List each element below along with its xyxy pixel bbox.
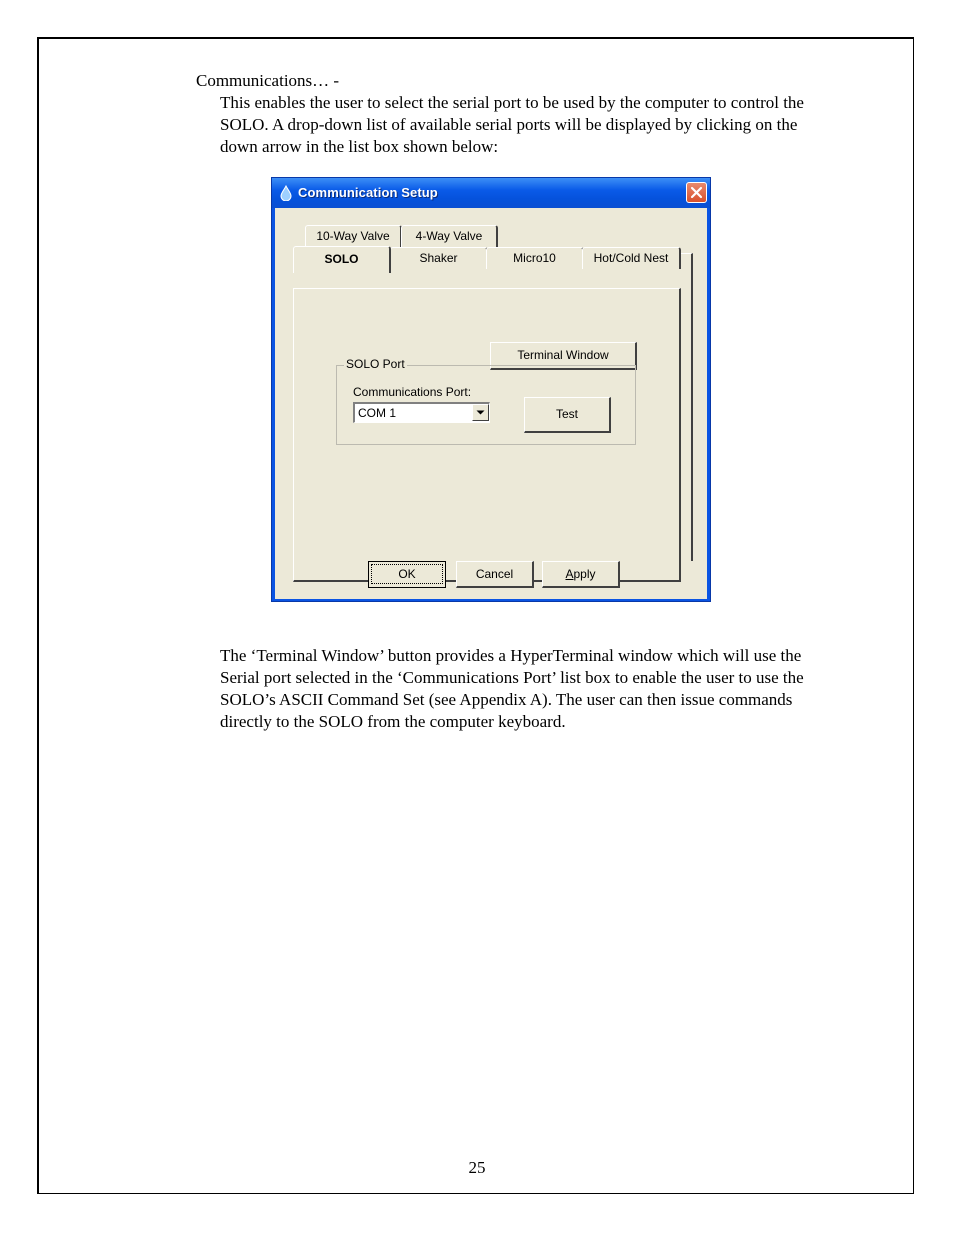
terminal-window-button[interactable]: Terminal Window — [490, 342, 637, 370]
tab-10-way-valve[interactable] — [305, 225, 402, 247]
tab-label: Micro10 — [513, 251, 556, 265]
close-icon — [687, 183, 706, 202]
tab-solo[interactable] — [293, 246, 391, 273]
tab-label: 4-Way Valve — [415, 229, 483, 243]
terminal-window-paragraph: The ‘Terminal Window’ button provides a HyperTerminal window which will use the Serial port selected in the ‘Communications Port’ list box to enable the user to use the SOLO’s ASCII Command Set (see Appendix A). The user can then issue commands directly to the SOLO from the computer keyboard. — [220, 646, 804, 731]
tab-label: 10-Way Valve — [316, 229, 390, 243]
selected-port: COM 1 — [358, 406, 397, 420]
intro-paragraph: This enables the user to select the serial port to be used by the computer to control the SOLO. A drop-down list of available serial ports will be displayed by clicking on the down arrow in the list box shown below: — [220, 93, 804, 156]
chevron-down-icon — [473, 405, 488, 420]
close-button[interactable] — [686, 182, 707, 203]
tab-micro10[interactable] — [486, 247, 584, 269]
communications-port-select[interactable] — [353, 402, 490, 423]
dialog-titlebar — [272, 178, 710, 208]
ok-button[interactable] — [368, 561, 446, 588]
tab-label: Shaker — [419, 251, 458, 265]
tab-label: SOLO — [324, 252, 359, 266]
tab-4-way-valve[interactable] — [401, 225, 498, 247]
section-heading: Communications… - — [196, 71, 340, 90]
dropdown-arrow-button[interactable] — [472, 404, 489, 421]
solo-port-group-label: SOLO Port — [346, 357, 405, 371]
communications-port-label: Communications Port: — [353, 385, 472, 399]
solo-tab-panel — [293, 288, 681, 582]
dialog-client-area — [275, 208, 707, 599]
page-number: 25 — [468, 1158, 486, 1177]
test-button[interactable]: Test — [524, 397, 611, 433]
apply-button[interactable]: Apply — [542, 561, 620, 588]
dialog-title: Communication Setup — [298, 185, 438, 200]
tab-hot-cold-nest[interactable] — [582, 247, 681, 269]
communication-setup-dialog — [271, 177, 711, 602]
tab-shaker[interactable] — [390, 247, 488, 269]
tab-label: Hot/Cold Nest — [593, 251, 669, 265]
cancel-button[interactable]: Cancel — [456, 561, 534, 588]
ok-button-label: OK — [371, 564, 443, 584]
water-drop-icon — [280, 185, 292, 201]
